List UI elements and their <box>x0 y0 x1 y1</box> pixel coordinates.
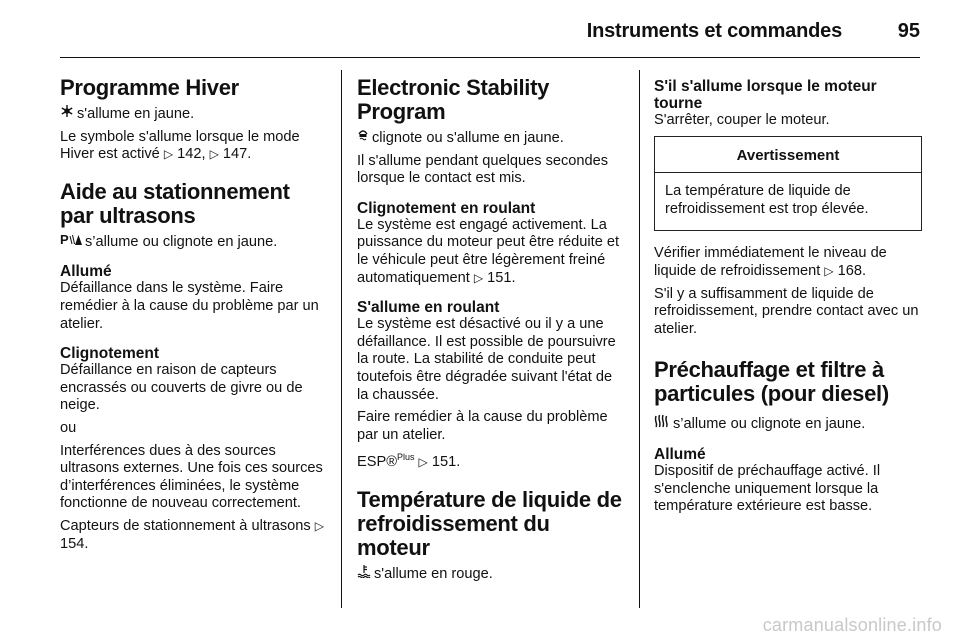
warning-box <box>654 136 922 232</box>
esp-icon <box>357 128 369 147</box>
paragraph: Interférences dues à des sources ultrasons externes. Une fois ces sources d’interférences éliminées, le système fonctionne de nouveau correctement. <box>60 442 323 512</box>
page-reference[interactable]: 147. <box>222 146 252 163</box>
warning-title: Avertissement <box>655 137 921 174</box>
snowflake-icon <box>60 104 74 123</box>
paragraph <box>357 217 623 287</box>
paragraph: Dispositif de préchauffage activé. Il s'enclenche uniquement lorsque la température extérieure est basse. <box>654 462 881 515</box>
section-title-programme-hiver: Programme Hiver <box>60 75 239 100</box>
paragraph <box>357 564 623 584</box>
text: Vérifier immédiatement le niveau de liquide de refroidissement <box>654 245 887 279</box>
column-2 <box>357 66 623 588</box>
text: Le symbole s'allume lorsque le mode Hiver est activé <box>60 128 300 163</box>
text: Le système est engagé activement. La puissance du moteur peut être réduite et le véhicule peut être légèrement freiné automatiquement <box>357 216 620 286</box>
watermark: carmanualsonline.info <box>762 615 942 635</box>
page-reference[interactable]: 151. <box>487 269 516 286</box>
column-divider-1 <box>341 70 342 608</box>
reference-arrow-icon: ▷ <box>824 263 834 278</box>
text: s'allume en rouge. <box>374 565 493 582</box>
text: s’allume ou clignote en jaune. <box>85 233 278 250</box>
svg-text:P: P <box>60 231 69 246</box>
paragraph <box>654 414 922 434</box>
header-divider <box>60 57 920 58</box>
header-title: Instruments et commandes <box>586 20 842 42</box>
paragraph <box>60 129 328 164</box>
text: clignote ou s'allume en jaune. <box>372 130 564 146</box>
paragraph: Faire remédier à la cause du problème par un atelier. <box>357 409 608 443</box>
warning-text: La température de liquide de refroidissement est trop élevée. <box>665 183 869 217</box>
text: s’allume ou clignote en jaune. <box>673 416 866 433</box>
subheading-allume-2: Allumé <box>654 445 706 463</box>
paragraph: S'il y a suffisamment de liquide de refroidissement, prendre contact avec un atelier. <box>654 285 919 337</box>
paragraph: ou <box>60 419 77 436</box>
page-header <box>0 0 960 56</box>
subheading-moteur-tourne: S'il s'allume lorsque le moteur tourne <box>654 78 877 112</box>
page-number: 95 <box>897 20 920 42</box>
text: Capteurs de stationnement à ultrasons <box>60 517 311 534</box>
column-1 <box>60 66 328 558</box>
superscript: Plus <box>396 452 415 463</box>
glow-plug-icon <box>654 414 670 433</box>
text: ESP® <box>357 454 397 471</box>
page-reference[interactable]: 151. <box>431 454 461 471</box>
reference-arrow-icon: ▷ <box>209 147 219 162</box>
column-divider-2 <box>639 70 640 608</box>
paragraph: S'arrêter, couper le moteur. <box>654 112 830 128</box>
coolant-temperature-icon <box>357 564 371 583</box>
reference-arrow-icon: ▷ <box>418 455 428 470</box>
section-title-prechauffage: Préchauffage et filtre à particules (pour diesel) <box>654 357 889 407</box>
subheading-clignotement-en-roulant: Clignotement en roulant <box>357 199 536 217</box>
subheading-allume: Allumé <box>60 263 112 281</box>
parking-assist-icon <box>60 232 82 251</box>
paragraph <box>357 128 623 148</box>
page-reference[interactable]: 142, <box>177 146 206 163</box>
paragraph: Défaillance en raison de capteurs encrassés ou couverts de givre ou de neige. <box>60 362 303 414</box>
paragraph <box>60 232 328 252</box>
section-title-esp: Electronic Stability Program <box>357 75 550 124</box>
paragraph <box>60 518 328 553</box>
reference-arrow-icon: ▷ <box>314 518 324 533</box>
column-3 <box>654 66 922 521</box>
page-reference[interactable]: 154. <box>60 535 89 552</box>
paragraph <box>654 245 922 280</box>
page-reference[interactable]: 168. <box>837 262 867 279</box>
text: s'allume en jaune. <box>77 106 195 122</box>
paragraph <box>60 104 328 124</box>
paragraph: Il s'allume pendant quelques secondes lorsque le contact est mis. <box>357 152 609 187</box>
paragraph: Défaillance dans le système. Faire remédier à la cause du problème par un atelier. <box>60 280 319 332</box>
subheading-sallume-en-roulant: S'allume en roulant <box>357 299 500 317</box>
section-title-temperature-liquide: Température de liquide de refroidissement du moteur <box>357 486 622 560</box>
reference-arrow-icon: ▷ <box>473 270 484 285</box>
section-title-aide-stationnement: Aide au stationnement par ultrasons <box>60 178 290 228</box>
reference-arrow-icon: ▷ <box>163 147 174 162</box>
paragraph: Le système est désactivé ou il y a une défaillance. Il est possible de poursuivre la route. La stabilité de conduite peut toutefois être dégradée suivant l'état de la chaussée. <box>357 316 616 403</box>
subheading-clignotement: Clignotement <box>60 345 160 363</box>
paragraph <box>357 449 623 471</box>
